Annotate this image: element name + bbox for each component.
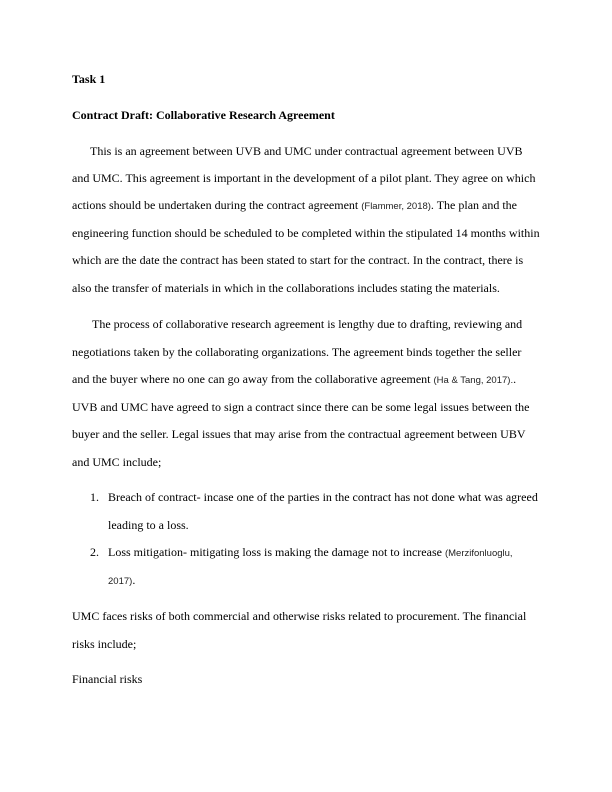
- paragraph-line: engineering function should be scheduled to be completed within the stipulated 14 months within: [72, 226, 540, 240]
- text-run: and the buyer where no one can go away from the collaborative agreement: [72, 372, 434, 386]
- text-run: . The plan and the: [430, 198, 518, 212]
- text-run: .: [513, 372, 517, 386]
- text-run: Loss mitigation- mitigating loss is making the damage not to increase: [108, 545, 445, 559]
- citation: (Flammer, 2018): [361, 201, 431, 212]
- list-number: 2.: [90, 545, 99, 559]
- list-item-line: [108, 545, 513, 561]
- paragraph-line: [72, 372, 516, 388]
- text-run: .: [132, 573, 136, 587]
- paragraph-line: and UMC. This agreement is important in the development of a pilot plant. They agree on which: [72, 171, 536, 185]
- list-number: 1.: [90, 490, 99, 504]
- citation: 2017): [108, 576, 133, 587]
- text-run: actions should be undertaken during the contract agreement: [72, 198, 362, 212]
- paragraph-line: and UMC include;: [72, 455, 162, 469]
- paragraph-line: [72, 198, 517, 214]
- paragraph-line: This is an agreement between UVB and UMC under contractual agreement between UVB: [90, 144, 523, 158]
- paragraph-line: which are the date the contract has been stated to start for the contract. In the contract, there is: [72, 253, 524, 267]
- list-item-line: leading to a loss.: [108, 518, 189, 532]
- paragraph-line: negotiations taken by the collaborating organizations. The agreement binds together the seller: [72, 345, 522, 359]
- citation: (Merzifonluoglu,: [444, 548, 513, 559]
- paragraph-line: UVB and UMC have agreed to sign a contract since there can be some legal issues between the: [72, 400, 530, 414]
- task-heading: Task 1: [72, 72, 106, 86]
- contract-title: Contract Draft: Collaborative Research Agreement: [72, 108, 335, 122]
- paragraph-line: The process of collaborative research agreement is lengthy due to drafting, reviewing and: [92, 317, 523, 331]
- paragraph-line: risks include;: [72, 637, 137, 651]
- paragraph-line: buyer and the seller. Legal issues that may arise from the contractual agreement between UBV: [72, 427, 526, 441]
- paragraph-line: UMC faces risks of both commercial and otherwise risks related to procurement. The financial: [72, 609, 527, 623]
- list-item-line: [108, 573, 135, 589]
- paragraph-line: also the transfer of materials in which in the collaborations includes stating the materials.: [72, 281, 500, 295]
- list-item-line: Breach of contract- incase one of the parties in the contract has not done what was agreed: [108, 490, 538, 504]
- financial-risks-heading: Financial risks: [72, 672, 143, 686]
- citation: (Ha & Tang, 2017).: [433, 375, 514, 386]
